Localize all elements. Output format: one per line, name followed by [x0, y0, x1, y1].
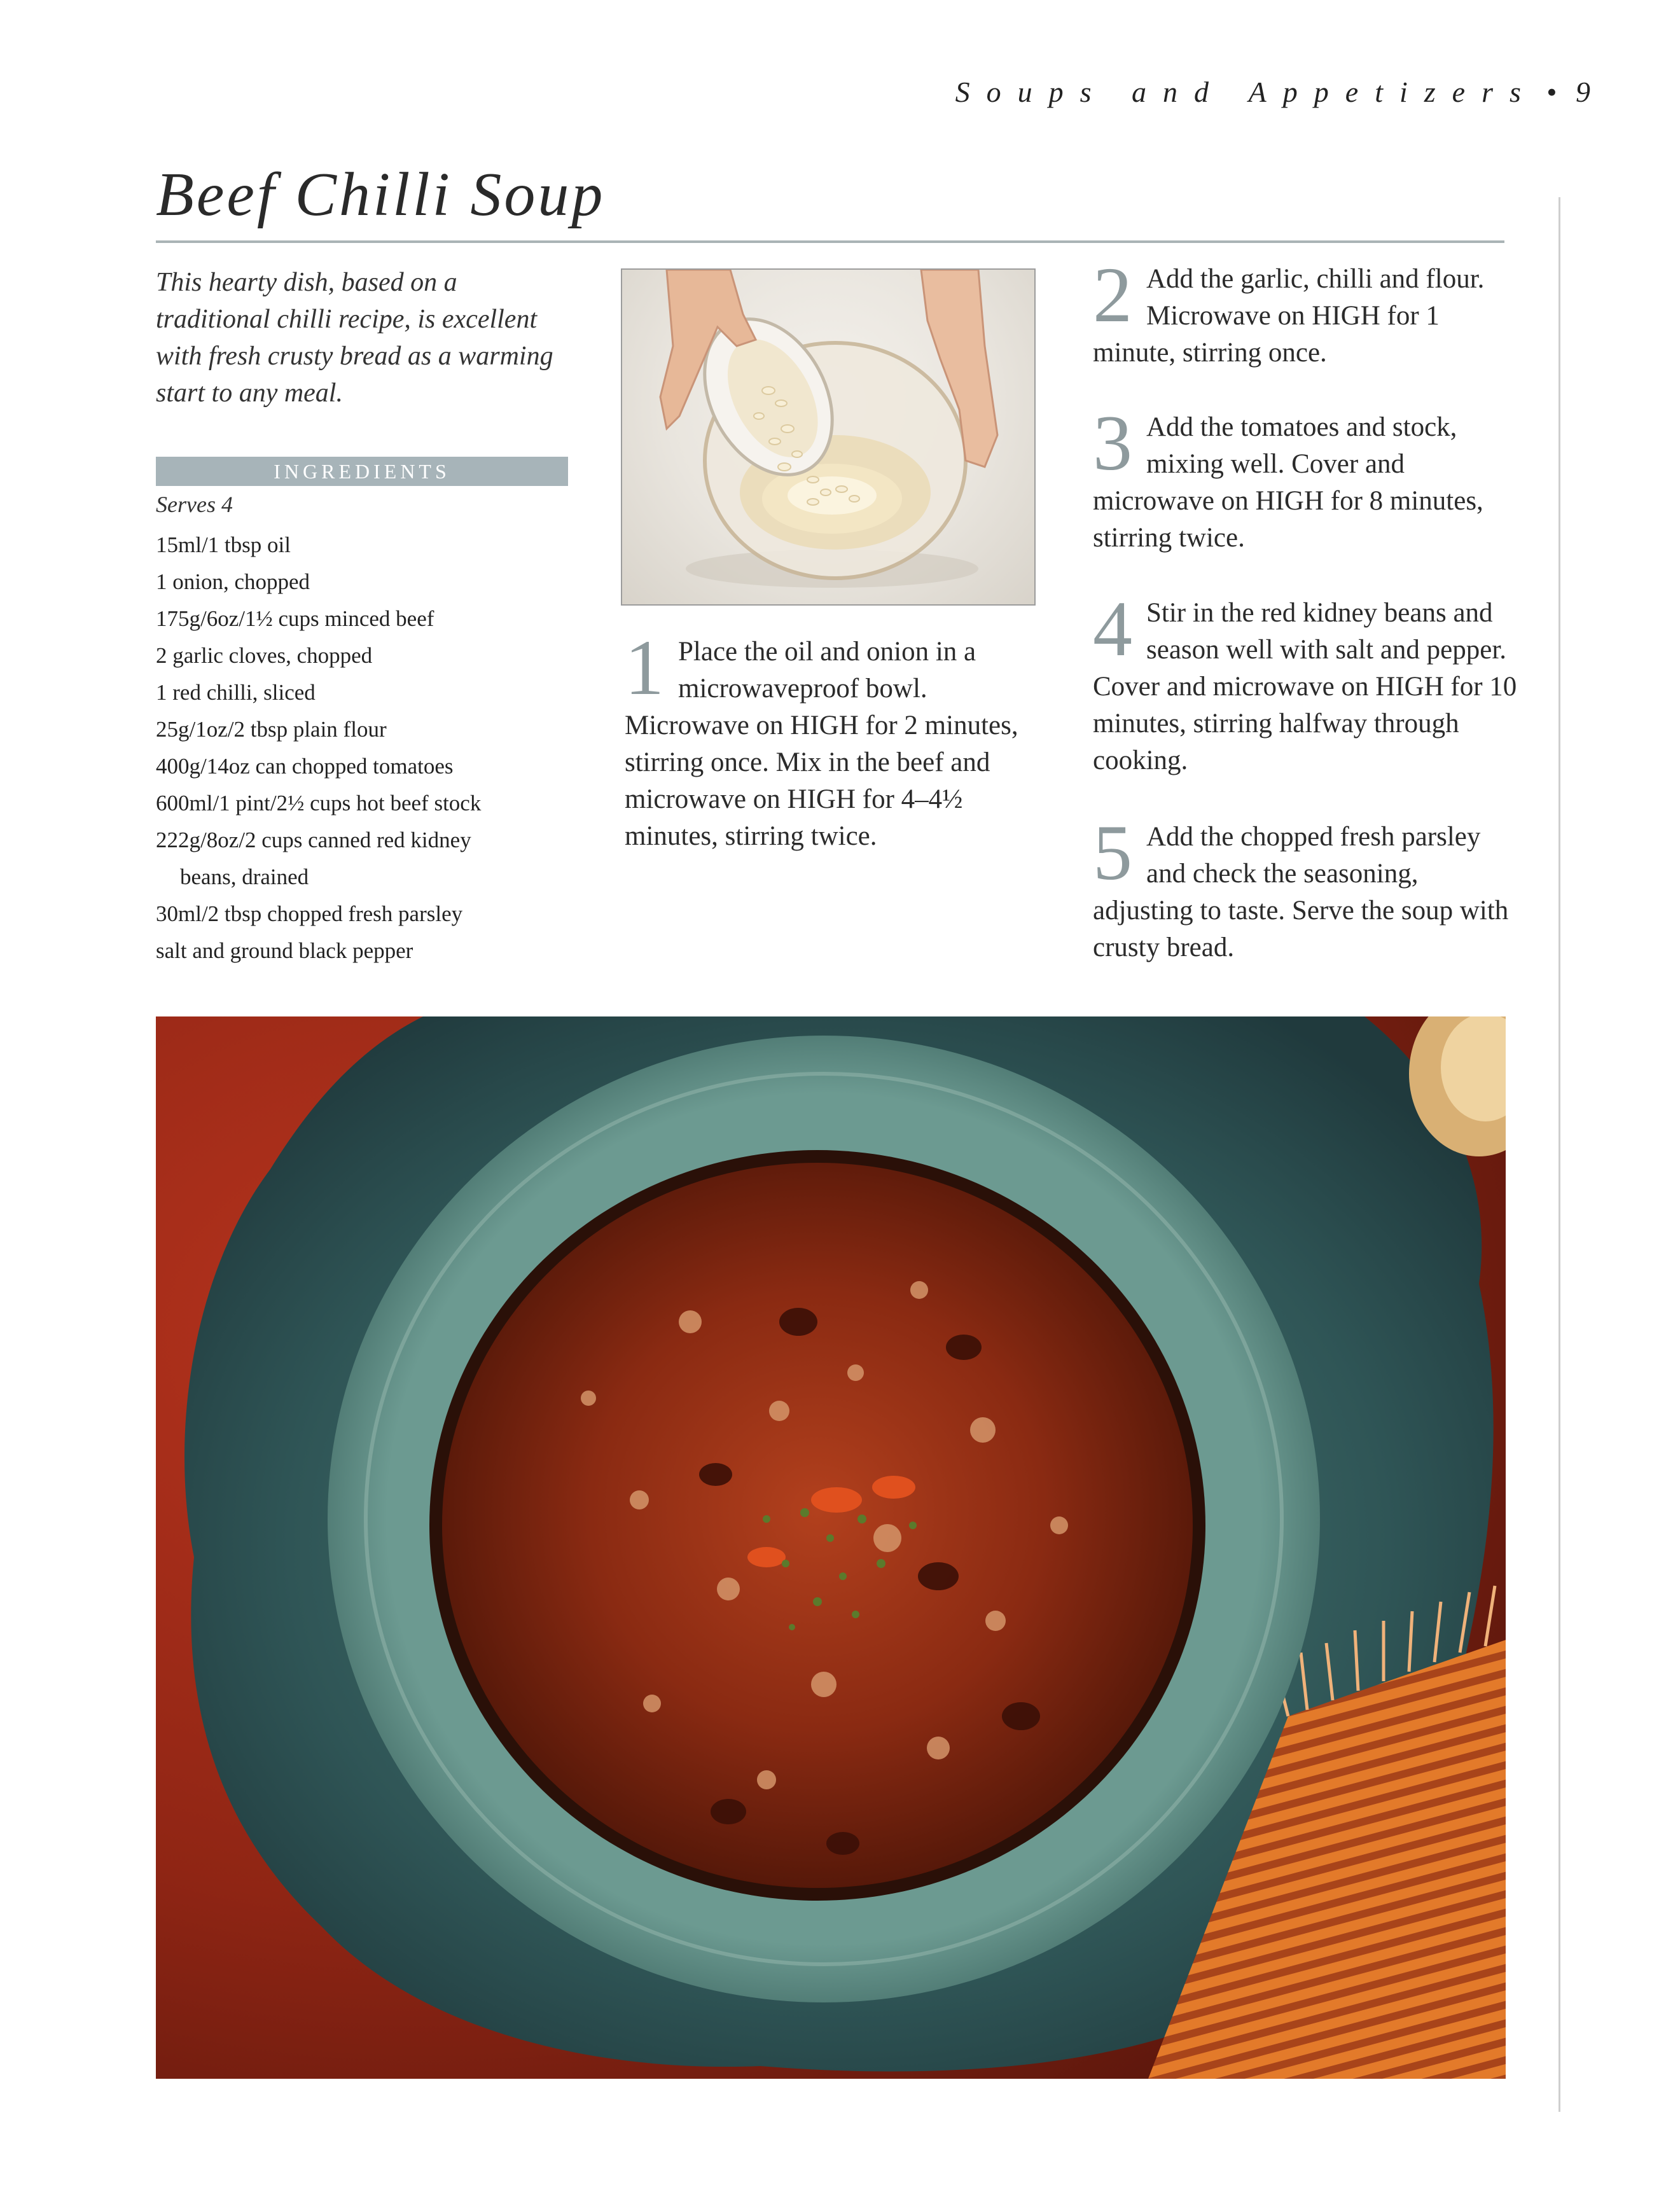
- title-rule: [156, 240, 1504, 243]
- step-5: [1093, 809, 1519, 966]
- step-1: [625, 624, 1057, 855]
- header-bullet: •: [1546, 76, 1557, 108]
- step-3: [1093, 399, 1519, 557]
- step-text: Add the tomatoes and stock, mixing well. Cover and microwave on HIGH for 8 minutes, stirring twice.: [1093, 412, 1483, 553]
- ingredients-heading: INGREDIENTS: [156, 457, 568, 486]
- ingredient-item: 1 onion, chopped: [156, 569, 310, 594]
- step-number: 3: [1093, 399, 1132, 487]
- intro-text: This hearty dish, based on a traditional chilli recipe, is excellent with fresh crusty bread as a warming start to any meal.: [156, 268, 553, 408]
- step-2: [1093, 251, 1519, 371]
- ingredients-list: [156, 527, 595, 969]
- page-edge-rule: [1559, 197, 1560, 2112]
- ingredient-item: 15ml/1 tbsp oil: [156, 532, 291, 557]
- soup-photo: [156, 1016, 1506, 2079]
- step-number: 5: [1093, 809, 1132, 896]
- ingredient-item: 400g/14oz can chopped tomatoes: [156, 754, 454, 779]
- ingredient-item: 30ml/2 tbsp chopped fresh parsley: [156, 901, 463, 926]
- step-text: Place the oil and onion in a microwaveproof bowl. Microwave on HIGH for 2 minutes, stirring once. Mix in the beef and microwave on HIGH for 4–4½ minutes, stirring twice.: [625, 637, 1018, 851]
- step-number: 1: [625, 624, 664, 711]
- ingredient-item: 2 garlic cloves, chopped: [156, 643, 373, 668]
- step-text: Stir in the red kidney beans and season well with salt and pepper. Cover and microwave on HIGH for 10 minutes, stirring halfway through cooking.: [1093, 598, 1517, 775]
- soup-bowl-illustration: [156, 1016, 1506, 2079]
- ingredient-item: 222g/8oz/2 cups canned red kidney: [156, 828, 471, 852]
- section-title: Soups and Appetizers: [955, 76, 1538, 108]
- ingredient-continuation-text: beans, drained: [180, 864, 309, 889]
- step-4: [1093, 585, 1519, 779]
- serves-label: Serves 4: [156, 492, 233, 517]
- page-title: Beef Chilli Soup: [156, 160, 606, 229]
- ingredient-item: 25g/1oz/2 tbsp plain flour: [156, 717, 387, 742]
- ingredient-item: salt and ground black pepper: [156, 938, 413, 963]
- ingredient-item-continuation: [156, 859, 595, 896]
- onion-bowl-illustration: [622, 270, 1036, 606]
- step-text: Add the chopped fresh parsley and check the seasoning, adjusting to taste. Serve the soup with crusty bread.: [1093, 822, 1509, 962]
- step-number: 4: [1093, 585, 1132, 672]
- ingredient-item: 1 red chilli, sliced: [156, 680, 316, 705]
- step-photo: [621, 268, 1036, 606]
- page-number: 9: [1576, 76, 1590, 108]
- step-number: 2: [1093, 251, 1132, 338]
- ingredient-item: 175g/6oz/1½ cups minced beef: [156, 606, 434, 631]
- running-header: [827, 75, 1590, 120]
- step-text: Add the garlic, chilli and flour. Microwave on HIGH for 1 minute, stirring once.: [1093, 264, 1485, 368]
- ingredient-item: 600ml/1 pint/2½ cups hot beef stock: [156, 791, 482, 815]
